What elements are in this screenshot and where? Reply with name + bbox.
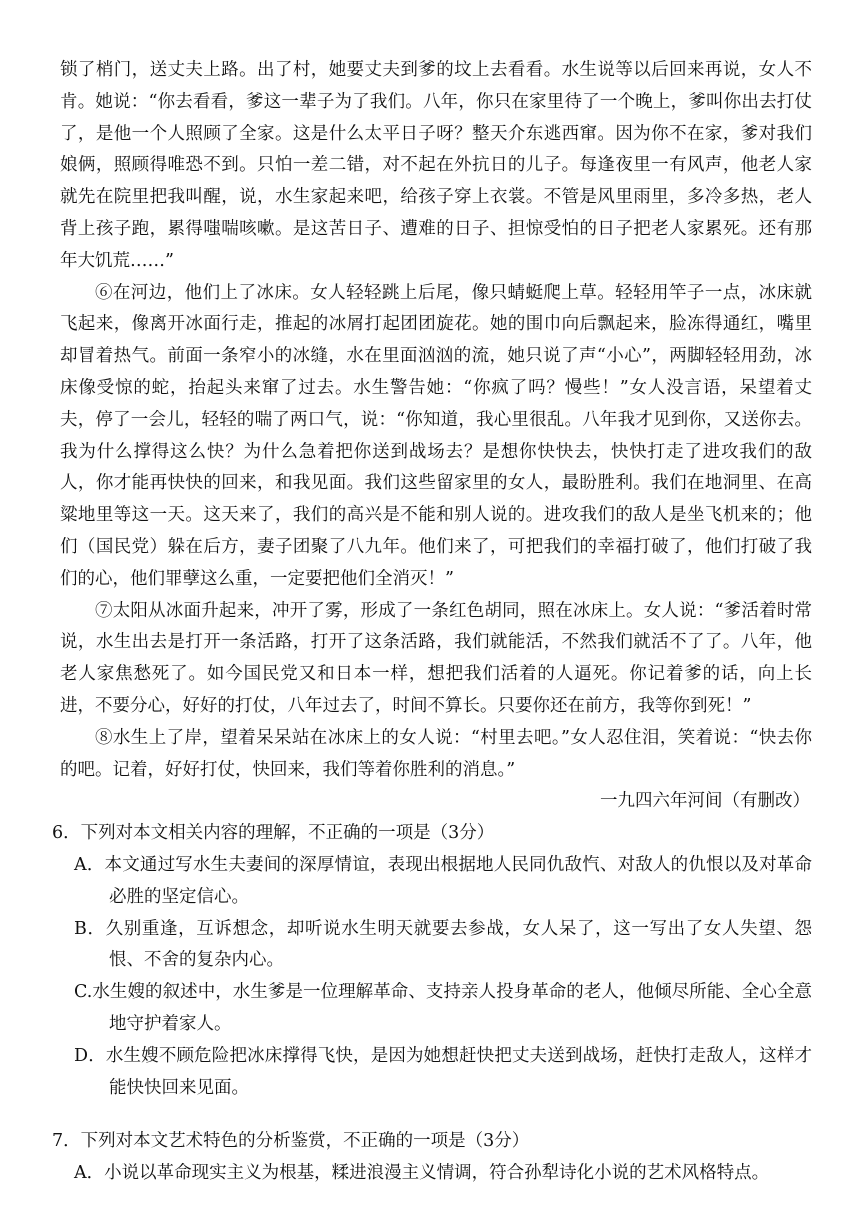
question-stem: 6．下列对本文相关内容的理解，不正确的一项是（3分） — [52, 823, 495, 844]
question-stem: 7．下列对本文艺术特色的分析鉴赏，不正确的一项是（3分） — [52, 1131, 530, 1152]
question-spacer — [60, 1104, 812, 1126]
question-7 — [52, 1126, 812, 1190]
passage-paragraph-7: ⑦太阳从冰面升起来，冲开了雾，形成了一条红色胡同，照在冰床上。女人说：“爹活着时常说，水生出去是打开一条活路，打开了这条活路，我们就能活，不然我们就活不了了。八年，他老人家焦愁死了。如今国民党又和日本一样，想把我们活着的人逼死。你记着爹的话，向上长进，不要分心，好好的打仗，八年过去了，时间不算长。只要你还在前方，我等你到死！” — [60, 600, 812, 716]
option-a: A．本文通过写水生夫妻间的深厚情谊，表现出根据地人民同仇敌忾、对敌人的仇恨以及对革命必胜的坚定信心。 — [74, 854, 812, 907]
passage-paragraph-continued: 锁了梢门，送丈夫上路。出了村，她要丈夫到爹的坟上去看看。水生说等以后回来再说，女人不肯。她说：“你去看看，爹这一辈子为了我们。八年，你只在家里待了一个晚上，爹叫你出去打仗了，是他一个人照顾了全家。这是什么太平日子呀？整天介东逃西窜。因为你不在家，爹对我们娘俩，照顾得唯恐不到。只怕一差二错，对不起在外抗日的儿子。每逢夜里一有风声，他老人家就先在院里把我叫醒，说，水生家起来吧，给孩子穿上衣裳。不管是风里雨里，多冷多热，老人背上孩子跑，累得嗤喘咳嗽。是这苦日子、遭难的日子、担惊受怕的日子把老人家累死。还有那年大饥荒……” — [60, 60, 812, 271]
option-c: C.水生嫂的叙述中，水生爹是一位理解革命、支持亲人投身革命的老人，他倾尽所能、全心全意地守护着家人。 — [74, 982, 812, 1034]
question-6 — [52, 818, 812, 1104]
option-d: D．水生嫂不顾危险把冰床撑得飞快，是因为她想赶快把丈夫送到战场，赶快打走敌人，这样才能快快回来见面。 — [74, 1045, 812, 1098]
option-a: A．小说以革命现实主义为根基，糅进浪漫主义情调，符合孙犁诗化小说的艺术风格特点。 — [74, 1163, 770, 1184]
exam-page — [52, 55, 812, 1190]
option-b: B．久别重逢，互诉想念，却听说水生明天就要去参战，女人呆了，这一写出了女人失望、怨恨、不舍的复杂内心。 — [74, 918, 812, 971]
passage-paragraph-8: ⑧水生上了岸，望着呆呆站在冰床上的女人说：“村里去吧。”女人忍住泪，笑着说：“快去你的吧。记着，好好打仗，快回来，我们等着你胜利的消息。” — [60, 727, 812, 780]
passage-paragraph-6: ⑥在河边，他们上了冰床。女人轻轻跳上后尾，像只蜻蜓爬上草。轻轻用竿子一点，冰床就飞起来，像离开冰面行走，推起的冰屑打起团团旋花。她的围巾向后飘起来，脸冻得通红，嘴里却冒着热气。前面一条窄小的冰缝，水在里面汹汹的流，她只说了声“小心”，两脚轻轻用劲，冰床像受惊的蛇，抬起头来窜了过去。水生警告她：“你疯了吗？慢些！”女人没言语，呆望着丈夫，停了一会儿，轻轻的喘了两口气，说：“你知道，我心里很乱。八年我才见到你，又送你去。我为什么撑得这么快？为什么急着把你送到战场去？是想你快快去，快快打走了进攻我们的敌人，你才能再快快的回来，和我见面。我们这些留家里的女人，最盼胜利。我们在地洞里、在高粱地里等这一天。这天来了，我们的高兴是不能和别人说的。进攻我们的敌人是坐飞机来的；他们（国民党）躲在后方，妻子团聚了八九年。他们来了，可把我们的幸福打破了，他们打破了我们的心，他们罪孽这么重，一定要把他们全消灭！” — [60, 282, 812, 589]
passage-source: 一九四六年河间（有删改） — [600, 791, 810, 812]
